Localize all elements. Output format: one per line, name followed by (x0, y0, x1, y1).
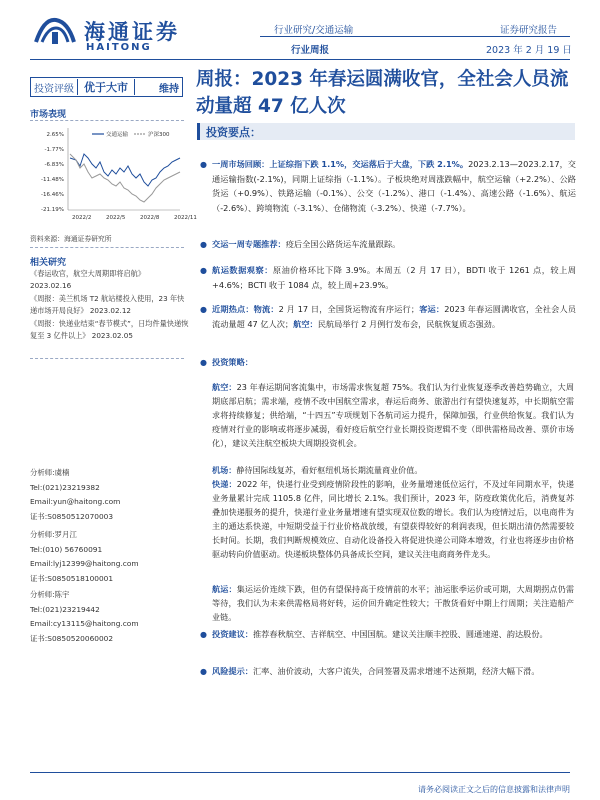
haitong-logo-icon (32, 14, 78, 48)
market-line-chart (30, 124, 197, 224)
bullet-icon: ● (200, 266, 207, 275)
strategy-express: 快递：2022 年，快递行业受到疫情阶段性的影响，业务量增速低位运行，不及过年同期水平，快递业务量累计完成 1105.8 亿件，同比增长 2.1%。我们预计，2023 年，防疫政策优化后，消费复苏叠加快递服务的提升，快递行业业务量增速有望实现双位数的增长。我们认为疫情过后，以电商件为主的通达系快递，中短期受益于行业价格战放缓，有望获得较好的利润表现，但长期出清仍然需要较长时间。长期，我们判断规模效应、自动化设备投入将促进快递公司降本增效，行业也将逐步由价格驱动转向价值驱动。快递板块整体仍具备成长空间，建议关注电商商务件龙头。 (212, 479, 574, 560)
legend-transport: 交通运输 (106, 132, 129, 138)
strategy-heading: 投资策略： (212, 357, 253, 367)
y-tick-label: -1.77% (44, 147, 64, 153)
footer-line (30, 772, 570, 773)
analyst-tel: Tel:(021)23219442 (30, 604, 100, 614)
recent-hotspots: 近期热点：物流：2 月 17 日，全国货运物流有序运行；客运：2023 年春运圆满收官，全社会人员流动量超 47 亿人次；航空：民航局举行 2 月例行发布会，民航恢复质态强劲。 (212, 304, 576, 329)
report-kind: 行业周报 (291, 45, 330, 56)
chart-source: 资料来源：海通证券研究所 (30, 235, 112, 243)
risk-warning: 风险提示：汇率、油价波动，大客户流失，合同签署及需求增速不达预期，经济大幅下滑。 (212, 666, 540, 676)
weekly-topic: 交运一周专题推荐：疫后全国公路货运车流量跟踪。 (212, 239, 401, 249)
analyst-cert: 证书:S0850518100001 (30, 573, 114, 583)
y-tick-label: -6.83% (44, 162, 64, 168)
bullet-icon: ● (200, 630, 207, 639)
report-date: 2023 年 2 月 19 日 (486, 45, 572, 56)
analyst-name: 分析师:陈宇 (30, 590, 70, 599)
related-item[interactable]: 《周报：美兰机场 T2 航站楼投入使用，23 年快递市场开局良好》 2023.02.12 (30, 293, 185, 316)
rating-box (30, 77, 183, 97)
analyst-tel: Tel:(010) 56760091 (30, 544, 103, 554)
shipping-data: 航运数据观察：原油价格环比下降 3.9%。本周五（2 月 17 日），BDTI 收于 1261 点，较上周+4.6%；BCTI 收于 1084 点，较上周+23.9%。 (212, 265, 576, 290)
legend-hs300: 沪深300 (148, 132, 170, 138)
bullet-icon: ● (200, 160, 207, 169)
footer-disclaimer[interactable]: 请务必阅读正文之后的信息披露和法律声明 (418, 785, 570, 794)
related-research-heading: 相关研究 (30, 258, 67, 268)
related-item[interactable]: 《周报：快递业结束“春节模式”，日均件量快递恢复至 3 亿件以上》 2023.02.05 (30, 318, 189, 341)
weekly-review: 一周市场回顾：上证综指下跌 1.1%，交运落后于大盘，下跌 2.1%。2023.2.13—2023.2.17，交通运输指数(-2.1%)，同期上证综指（-1.1%）。子板块绝对周涨跌幅中，航空运输（+2.2%）、公路货运（+0.9%）、铁路运输（-0.1%）、公交（-1.2%）、港口（-1.4%）、高速公路（-1.6%）、航运（-2.6%）、跨境物流（-3.1%）、仓储物流（-3.2%）、快递（-7.7%）。 (212, 159, 576, 213)
y-tick-label: -16.46% (41, 192, 64, 198)
analyst-cert: 证书:S0850520060002 (30, 633, 114, 643)
analyst-email[interactable]: Email:yun@haitong.com (30, 497, 121, 507)
key-points-heading: 投资要点： (206, 126, 261, 139)
analyst-block-2 (30, 528, 190, 586)
investment-advice: 投资建议：推荐春秋航空、吉祥航空、中国国航。建议关注顺丰控股、圆通速递、韵达股份。 (212, 629, 548, 639)
logo-text-en: HAITONG (86, 42, 152, 53)
rating-value: 优于大市 (77, 79, 135, 95)
analyst-block-3 (30, 588, 190, 646)
rating-status: 维持 (159, 83, 179, 95)
y-tick-label: -21.19% (41, 207, 64, 213)
doc-type: 证券研究报告 (500, 25, 558, 36)
bullet-icon: ● (200, 358, 207, 367)
analyst-block-1 (30, 466, 190, 524)
page-title: 周报：2023 年春运圆满收官，全社会人员流动量超 47 亿人次 (196, 69, 569, 117)
x-tick-label: 2022/5 (106, 215, 126, 221)
header-bottom-line (30, 59, 570, 60)
strategy-airport: 机场：静待国际线复苏，看好枢纽机场长期流量商业价值。 (212, 465, 423, 475)
logo-text-cn: 海通证券 (84, 19, 180, 44)
rating-label: 投资评级 (34, 83, 74, 95)
analyst-name: 分析师:虞楠 (30, 468, 70, 477)
analyst-cert: 证书:S0850512070003 (30, 511, 114, 521)
related-list (30, 268, 190, 342)
bullet-icon: ● (200, 240, 207, 249)
bullet-icon: ● (200, 667, 207, 676)
x-tick-label: 2022/2 (72, 215, 92, 221)
sidebar-divider-3 (30, 358, 184, 359)
related-item[interactable]: 《春运收官，航空大周期即将启航》 2023.02.16 (30, 269, 146, 291)
sidebar-divider (30, 120, 184, 121)
analyst-name: 分析师:罗月江 (30, 530, 77, 539)
x-tick-label: 2022/11 (174, 215, 197, 221)
y-tick-label: -11.48% (41, 177, 64, 183)
report-category: 行业研究/交通运输 (274, 25, 354, 36)
y-tick-label: 2.65% (46, 132, 64, 138)
analyst-email[interactable]: Email:cy13115@haitong.com (30, 619, 139, 629)
key-points-bar (197, 123, 575, 140)
strategy-aviation: 航空：23 年春运期间客流集中，市场需求恢复超 75%。我们认为行业恢复逐季改善趋势确立，大周期底部启航；需求端，疫情不改中国航空需求，春运后商务、旅游出行有望快速复苏，中长期航空需求将持续修复；供给端，“十四五”专项规划下各航司运力提升，保障加强，行业供给恢复。我们认为疫情对行业的影响或将逐步减弱，看好疫后航空行业长期投资逻辑不变（即供需格局改善、票价市场化），建议关注航空板块大周期投资机会。 (212, 382, 574, 449)
market-performance-heading: 市场表现 (30, 110, 67, 120)
header-divider (260, 36, 570, 37)
x-tick-label: 2022/8 (140, 215, 160, 221)
analyst-email[interactable]: Email:lyj12399@haitong.com (30, 559, 139, 569)
sidebar-divider-2 (30, 247, 184, 248)
strategy-shipping: 航运：集运运价连续下跌，但仍有望保持高于疫情前的水平；油运胀季运价或可期，大周期拐点仍需等待，我们认为未来供需格局将好转，运价回升确定性较大；干散货看好中期上行周期；关注造船产业链。 (212, 584, 574, 623)
analyst-tel: Tel:(021)23219382 (30, 482, 100, 492)
bullet-icon: ● (200, 305, 207, 314)
